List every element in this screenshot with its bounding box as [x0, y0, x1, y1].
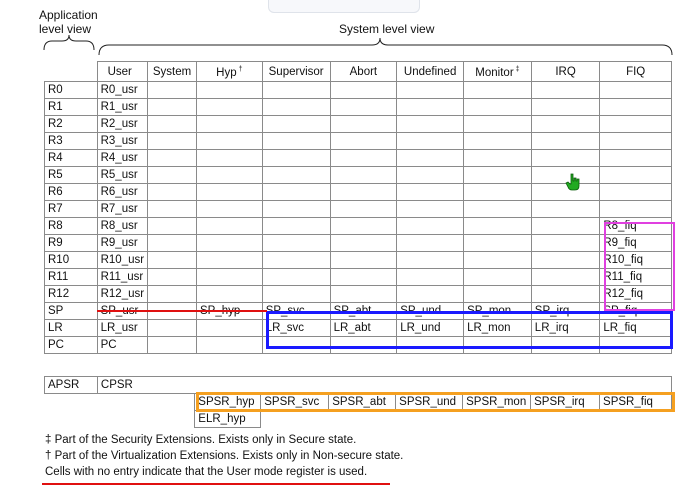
register-cell: R6_usr [97, 184, 147, 201]
column-header-system [148, 62, 197, 82]
register-cell [197, 252, 263, 269]
note-virtualization: † Part of the Virtualization Extensions. Exists only in Non-secure state. [45, 450, 404, 462]
register-cell [330, 218, 397, 235]
register-name: R4 [45, 150, 98, 167]
register-cell [464, 167, 532, 184]
spsr-svc-cell: SPSR_svc [261, 394, 329, 411]
register-row-r9 [45, 235, 672, 252]
register-cell [464, 252, 532, 269]
register-cell [600, 150, 672, 167]
register-row-r8 [45, 218, 672, 235]
hand-cursor-icon [565, 173, 581, 191]
cpsr-row [45, 377, 672, 394]
register-cell [531, 269, 600, 286]
app-view-line2: level view [39, 22, 92, 36]
register-cell [330, 167, 397, 184]
register-cell: R2_usr [97, 116, 147, 133]
column-header-label: User [107, 65, 132, 78]
register-cell [464, 133, 532, 150]
register-cell: R11_usr [97, 269, 147, 286]
register-cell [262, 133, 330, 150]
register-name: R10 [45, 252, 98, 269]
register-name: R7 [45, 201, 98, 218]
register-cell: PC [97, 337, 147, 354]
register-cell: R7_usr [97, 201, 147, 218]
register-row-r4 [45, 150, 672, 167]
register-name: R11 [45, 269, 98, 286]
register-row-sp [45, 303, 672, 320]
header-row [45, 62, 672, 82]
register-cell: SP_irq [531, 303, 600, 320]
app-view-line1: Application [39, 8, 98, 22]
column-header-user [97, 62, 147, 82]
register-cell [262, 218, 330, 235]
register-cell [330, 337, 397, 354]
column-header-label: FIQ [626, 65, 646, 78]
register-cell [262, 252, 330, 269]
corner-cell [45, 62, 98, 82]
register-cell [531, 218, 600, 235]
register-cell: LR_mon [464, 320, 532, 337]
register-cell [262, 286, 330, 303]
apsr-cell: APSR [45, 377, 98, 394]
register-cell: SP_abt [330, 303, 397, 320]
register-cell: LR_usr [97, 320, 147, 337]
register-cell [148, 201, 197, 218]
register-cell: R9_usr [97, 235, 147, 252]
register-row-pc [45, 337, 672, 354]
register-cell [330, 82, 397, 99]
column-header-label: System [152, 65, 192, 78]
register-row-r10 [45, 252, 672, 269]
register-cell [397, 99, 464, 116]
spsr-fiq-cell: SPSR_fiq [600, 394, 672, 411]
footnote-mark: † [238, 66, 243, 73]
register-cell [464, 286, 532, 303]
register-cell [330, 252, 397, 269]
register-name: R2 [45, 116, 98, 133]
register-cell [148, 235, 197, 252]
register-cell: SP_fiq [600, 303, 672, 320]
note-red-underline [42, 483, 390, 485]
register-cell [262, 269, 330, 286]
register-row-r1 [45, 99, 672, 116]
register-cell [464, 150, 532, 167]
spsr-row [45, 394, 672, 411]
footnotes [45, 432, 403, 480]
register-cell [330, 99, 397, 116]
register-cell [531, 150, 600, 167]
elr-row [45, 411, 672, 428]
register-cell [531, 337, 600, 354]
register-cell [197, 150, 263, 167]
register-cell [330, 269, 397, 286]
register-name: R8 [45, 218, 98, 235]
register-cell [464, 218, 532, 235]
spsr-abt-cell: SPSR_abt [329, 394, 396, 411]
register-cell [600, 337, 672, 354]
register-table [44, 61, 672, 354]
register-cell [600, 167, 672, 184]
register-cell: R12_usr [97, 286, 147, 303]
register-cell: SP_svc [262, 303, 330, 320]
cpsr-cell: CPSR [97, 377, 671, 394]
register-cell [531, 82, 600, 99]
register-cell [600, 82, 672, 99]
register-cell [148, 303, 197, 320]
register-cell: SP_hyp [197, 303, 263, 320]
register-cell [464, 99, 532, 116]
register-cell [148, 82, 197, 99]
register-cell [330, 150, 397, 167]
register-cell: R9_fiq [600, 235, 672, 252]
spsr-irq-cell: SPSR_irq [531, 394, 600, 411]
register-row-lr [45, 320, 672, 337]
footnote-mark: ‡ [515, 66, 520, 73]
register-cell [600, 184, 672, 201]
register-name: PC [45, 337, 98, 354]
system-level-view-label: System level view [339, 22, 435, 36]
register-row-r11 [45, 269, 672, 286]
column-header-abort [330, 62, 397, 82]
system-view-brace [99, 38, 672, 55]
register-cell [197, 286, 263, 303]
register-name: R9 [45, 235, 98, 252]
register-cell [148, 116, 197, 133]
register-cell: R4_usr [97, 150, 147, 167]
register-cell: SP_usr [97, 303, 147, 320]
register-name: R12 [45, 286, 98, 303]
register-name: SP [45, 303, 98, 320]
register-cell: SP_und [397, 303, 464, 320]
register-cell [531, 201, 600, 218]
register-cell: R8_usr [97, 218, 147, 235]
register-cell: R0_usr [97, 82, 147, 99]
register-cell [464, 184, 532, 201]
register-cell [148, 269, 197, 286]
register-row-r2 [45, 116, 672, 133]
column-header-label: Undefined [403, 65, 457, 78]
register-cell: R1_usr [97, 99, 147, 116]
register-cell [600, 99, 672, 116]
register-cell [464, 269, 532, 286]
register-cell [464, 82, 532, 99]
status-register-table [44, 376, 672, 428]
register-cell [464, 337, 532, 354]
register-cell [148, 184, 197, 201]
register-cell [531, 235, 600, 252]
register-cell: R3_usr [97, 133, 147, 150]
register-cell [330, 286, 397, 303]
column-header-supervisor [262, 62, 330, 82]
register-cell [148, 150, 197, 167]
register-cell [197, 320, 263, 337]
column-header-fiq [600, 62, 672, 82]
register-cell [262, 167, 330, 184]
column-header-hyp [197, 62, 263, 82]
register-cell: R10_fiq [600, 252, 672, 269]
register-cell: R10_usr [97, 252, 147, 269]
register-cell [330, 235, 397, 252]
register-cell [397, 167, 464, 184]
register-cell [397, 235, 464, 252]
register-name: R5 [45, 167, 98, 184]
register-cell [197, 201, 263, 218]
register-cell [262, 150, 330, 167]
register-row-r3 [45, 133, 672, 150]
register-name: R6 [45, 184, 98, 201]
register-cell [262, 99, 330, 116]
register-cell [531, 286, 600, 303]
register-cell [531, 252, 600, 269]
register-cell [197, 235, 263, 252]
register-cell [262, 337, 330, 354]
register-cell [330, 116, 397, 133]
register-cell: LR_und [397, 320, 464, 337]
register-cell [600, 201, 672, 218]
column-header-label: IRQ [555, 65, 576, 78]
register-cell [330, 184, 397, 201]
register-cell: R8_fiq [600, 218, 672, 235]
register-cell: R12_fiq [600, 286, 672, 303]
register-cell [148, 218, 197, 235]
register-cell [397, 286, 464, 303]
column-header-label: Monitor [475, 67, 514, 79]
column-header-undefined [397, 62, 464, 82]
register-cell [197, 218, 263, 235]
register-cell [148, 337, 197, 354]
register-cell [148, 286, 197, 303]
register-cell [531, 133, 600, 150]
register-cell [262, 201, 330, 218]
spsr-hyp-cell: SPSR_hyp [195, 394, 261, 411]
spsr-mon-cell: SPSR_mon [463, 394, 531, 411]
register-cell [197, 99, 263, 116]
note-empty-cells: Cells with no entry indicate that the User mode register is used. [45, 466, 368, 478]
register-cell: LR_abt [330, 320, 397, 337]
register-cell [148, 133, 197, 150]
register-cell [197, 116, 263, 133]
register-cell [397, 337, 464, 354]
register-cell [148, 99, 197, 116]
column-header-irq [531, 62, 600, 82]
register-cell [262, 235, 330, 252]
register-cell [262, 184, 330, 201]
register-cell [397, 269, 464, 286]
column-header-monitor [464, 62, 532, 82]
register-row-r7 [45, 201, 672, 218]
register-cell [262, 116, 330, 133]
register-cell [531, 99, 600, 116]
register-cell [197, 337, 263, 354]
register-name: R0 [45, 82, 98, 99]
register-cell [397, 201, 464, 218]
register-name: R3 [45, 133, 98, 150]
register-name: R1 [45, 99, 98, 116]
register-cell [197, 269, 263, 286]
register-cell [197, 82, 263, 99]
register-cell: LR_irq [531, 320, 600, 337]
register-cell [600, 116, 672, 133]
register-cell [464, 116, 532, 133]
register-cell [330, 133, 397, 150]
register-cell: R5_usr [97, 167, 147, 184]
register-cell [397, 82, 464, 99]
register-cell: LR_fiq [600, 320, 672, 337]
register-cell: R11_fiq [600, 269, 672, 286]
register-cell [197, 184, 263, 201]
register-cell [397, 116, 464, 133]
register-row-r0 [45, 82, 672, 99]
register-cell [600, 133, 672, 150]
register-cell [397, 133, 464, 150]
register-name: LR [45, 320, 98, 337]
register-cell [197, 133, 263, 150]
register-cell [397, 150, 464, 167]
app-view-brace [44, 35, 94, 50]
register-cell [148, 167, 197, 184]
register-cell [464, 235, 532, 252]
register-cell [531, 116, 600, 133]
column-header-label: Supervisor [268, 65, 324, 78]
register-row-r12 [45, 286, 672, 303]
register-cell [330, 201, 397, 218]
register-cell [397, 218, 464, 235]
register-cell: SP_mon [464, 303, 532, 320]
elr-hyp-cell: ELR_hyp [195, 411, 261, 428]
register-cell [464, 201, 532, 218]
column-header-label: Hyp [216, 67, 237, 79]
register-cell [262, 82, 330, 99]
spsr-und-cell: SPSR_und [396, 394, 463, 411]
register-cell [397, 184, 464, 201]
register-cell [148, 320, 197, 337]
register-cell [148, 252, 197, 269]
register-cell [397, 252, 464, 269]
note-security: ‡ Part of the Security Extensions. Exists only in Secure state. [45, 434, 357, 446]
header-braces [0, 0, 688, 70]
register-cell [197, 167, 263, 184]
column-header-label: Abort [349, 65, 378, 78]
register-cell: LR_svc [262, 320, 330, 337]
